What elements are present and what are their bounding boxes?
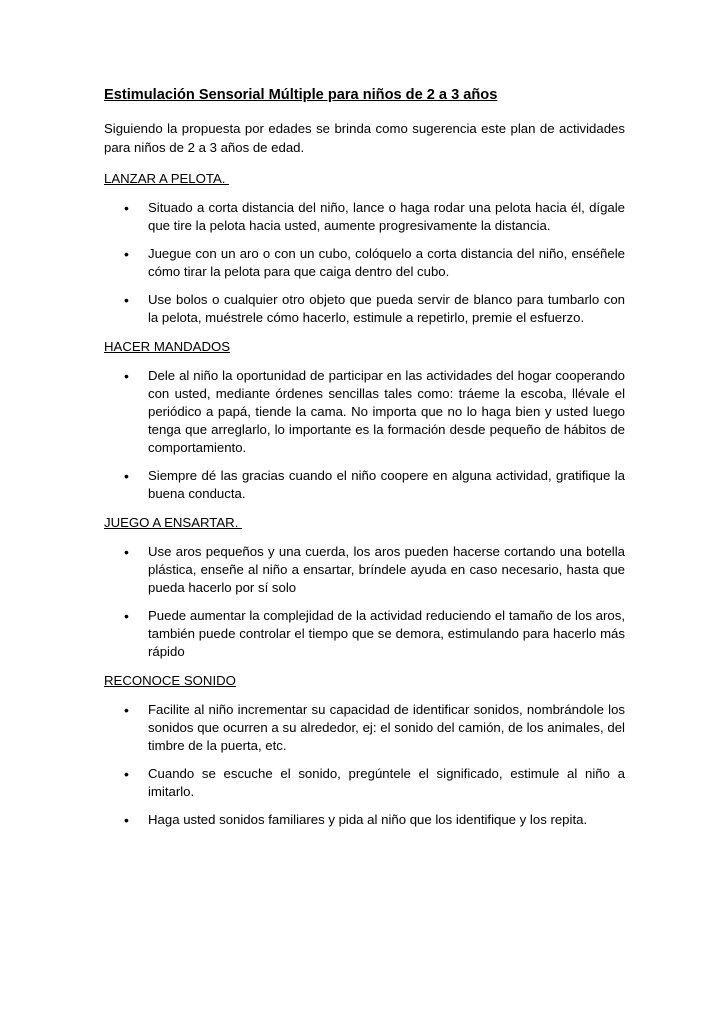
list-item-text: Situado a corta distancia del niño, lance o haga rodar una pelota hacia él, dígale que tire la pelota hacia usted, aumente progresivamente la distancia. [148, 200, 625, 233]
bullet-icon: • [124, 766, 129, 782]
bullet-list [104, 199, 625, 327]
list-item-text: Use bolos o cualquier otro objeto que pueda servir de blanco para tumbarlo con la pelota, muéstrele cómo hacerlo, estimule a repetirlo, premie el esfuerzo. [148, 292, 625, 325]
document-title: Estimulación Sensorial Múltiple para niños de 2 a 3 años [104, 87, 498, 103]
bullet-icon: • [124, 812, 129, 828]
list-item [104, 701, 625, 755]
list-item-text: Facilite al niño incrementar su capacidad de identificar sonidos, nombrándole los sonidos que ocurren a su alrededor, ej: el sonido del camión, de los animales, del timbre de la puerta, etc. [148, 702, 625, 753]
section-lanzar-pelota [104, 169, 625, 327]
section-heading: RECONOCE SONIDO [104, 673, 236, 688]
list-item-text: Cuando se escuche el sonido, pregúntele el significado, estimule al niño a imitarlo. [148, 766, 625, 799]
section-heading: HACER MANDADOS [104, 339, 231, 354]
list-item-text: Siempre dé las gracias cuando el niño coopere en alguna actividad, gratifique la buena conducta. [148, 468, 625, 501]
list-item [104, 291, 625, 327]
list-item [104, 199, 625, 235]
section-reconoce-sonido [104, 671, 625, 829]
section-heading: LANZAR A PELOTA. [104, 171, 230, 186]
bullet-icon: • [124, 468, 129, 484]
bullet-icon: • [124, 544, 129, 560]
bullet-icon: • [124, 292, 129, 308]
intro-paragraph: Siguiendo la propuesta por edades se brinda como sugerencia este plan de actividades para niños de 2 a 3 años de edad. [104, 121, 625, 155]
list-item-text: Puede aumentar la complejidad de la actividad reduciendo el tamaño de los aros, también puede controlar el tiempo que se demora, estimulando para hacerlo más rápido [148, 608, 625, 659]
list-item [104, 367, 625, 457]
section-hacer-mandados [104, 337, 625, 503]
bullet-icon: • [124, 702, 129, 718]
bullet-list [104, 701, 625, 829]
bullet-icon: • [124, 200, 129, 216]
bullet-icon: • [124, 246, 129, 262]
bullet-list [104, 543, 625, 661]
list-item-text: Juegue con un aro o con un cubo, colóquelo a corta distancia del niño, enséñele cómo tirar la pelota para que caiga dentro del cubo. [148, 246, 625, 279]
bullet-icon: • [124, 608, 129, 624]
list-item-text: Use aros pequeños y una cuerda, los aros pueden hacerse cortando una botella plástica, enseñe al niño a ensartar, bríndele ayuda en caso necesario, hasta que pueda hacerlo por sí solo [148, 544, 625, 595]
list-item [104, 245, 625, 281]
list-item-text: Haga usted sonidos familiares y pida al niño que los identifique y los repita. [148, 812, 588, 827]
list-item [104, 811, 625, 829]
bullet-list [104, 367, 625, 503]
list-item [104, 543, 625, 597]
section-heading: JUEGO A ENSARTAR. [104, 515, 243, 530]
list-item [104, 607, 625, 661]
list-item [104, 467, 625, 503]
list-item [104, 765, 625, 801]
section-juego-ensartar [104, 513, 625, 661]
bullet-icon: • [124, 368, 129, 384]
document-page [104, 85, 625, 839]
list-item-text: Dele al niño la oportunidad de participar en las actividades del hogar cooperando con usted, mediante órdenes sencillas tales como: tráeme la escoba, llévale el periódico a papá, tiende la cama. No importa que no lo haga bien y usted luego tenga que arreglarlo, lo importante es la formación desde pequeño de hábitos de comportamiento. [148, 368, 625, 455]
